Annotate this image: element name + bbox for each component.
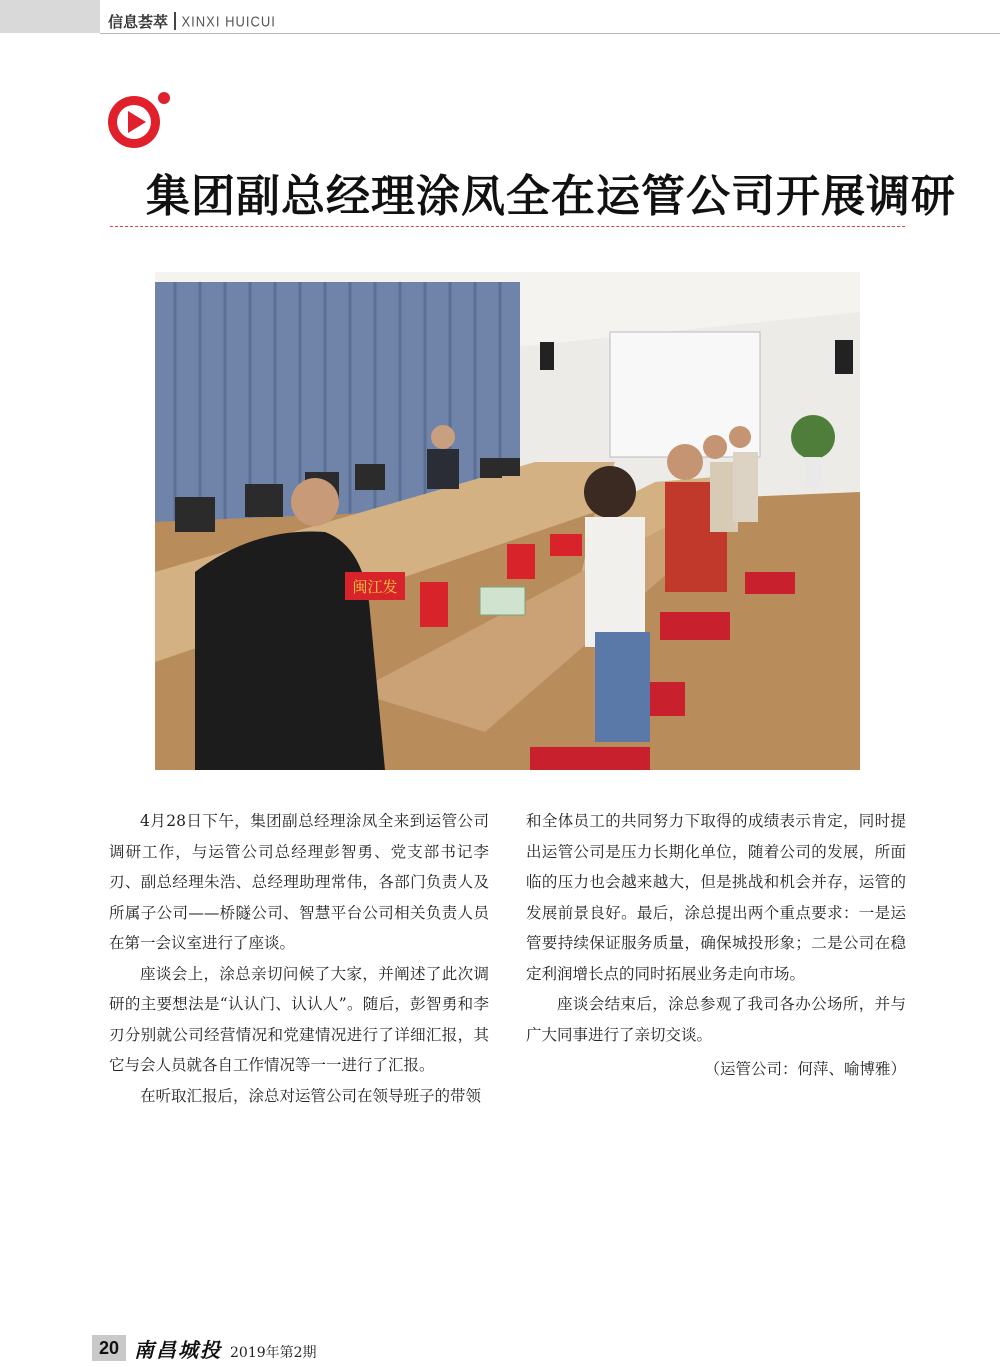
publication-name: 南昌城投 <box>134 1338 222 1362</box>
article-paragraph: 4月28日下午，集团副总经理涂凤全来到运管公司调研工作，与运管公司总经理彭智勇、党支部书记李刃、副总经理朱浩、总经理助理常伟，各部门负责人及所属子公司——桥隧公司、智慧平台公司相关负责人员在第一会议室进行了座谈。 <box>109 812 489 952</box>
footer-publication <box>134 1334 317 1362</box>
issue-label: 2019年第2期 <box>230 1345 317 1361</box>
section-title-en: XINXI HUICUI <box>181 12 276 30</box>
article-title: 集团副总经理涂凤全在运管公司开展调研 <box>146 171 956 222</box>
title-divider <box>110 226 905 227</box>
section-title-cn: 信息荟萃 <box>108 13 169 31</box>
article-column-right <box>526 806 906 1085</box>
article-paragraph: 和全体员工的共同努力下取得的成绩表示肯定，同时提出运管公司是压力长期化单位，随着公司的发展，所面临的压力也会越来越大，但是挑战和机会并存，运管的发展前景良好。最后，涂总提出两个重点要求：一是运管要持续保证服务质量，确保城投形象；二是公司在稳定利润增长点的同时拓展业务走向市场。 <box>526 812 906 983</box>
page-number: 20 <box>92 1335 126 1361</box>
article-signature: （运管公司：何萍、喻博雅） <box>704 1060 906 1078</box>
article-paragraph: 座谈会上，涂总亲切问候了大家，并阐述了此次调研的主要想法是“认认门、认认人”。随后，彭智勇和李刃分别就公司经营情况和党建情况进行了详细汇报，其它与会人员就各自工作情况等一一进行了汇报。 <box>109 964 489 1074</box>
article-paragraph: 在听取汇报后，涂总对运管公司在领导班子的带领 <box>140 1086 482 1105</box>
table-sign-text: 闽江发 <box>352 578 398 596</box>
section-header <box>108 10 276 32</box>
play-icon <box>106 88 176 158</box>
section-separator <box>174 12 176 30</box>
header-gray-bar <box>0 0 100 33</box>
header-rule <box>100 33 1000 34</box>
meeting-photo <box>155 272 860 770</box>
article-paragraph: 座谈会结束后，涂总参观了我司各办公场所，并与广大同事进行了亲切交谈。 <box>526 995 906 1044</box>
article-column-left <box>109 806 489 1111</box>
